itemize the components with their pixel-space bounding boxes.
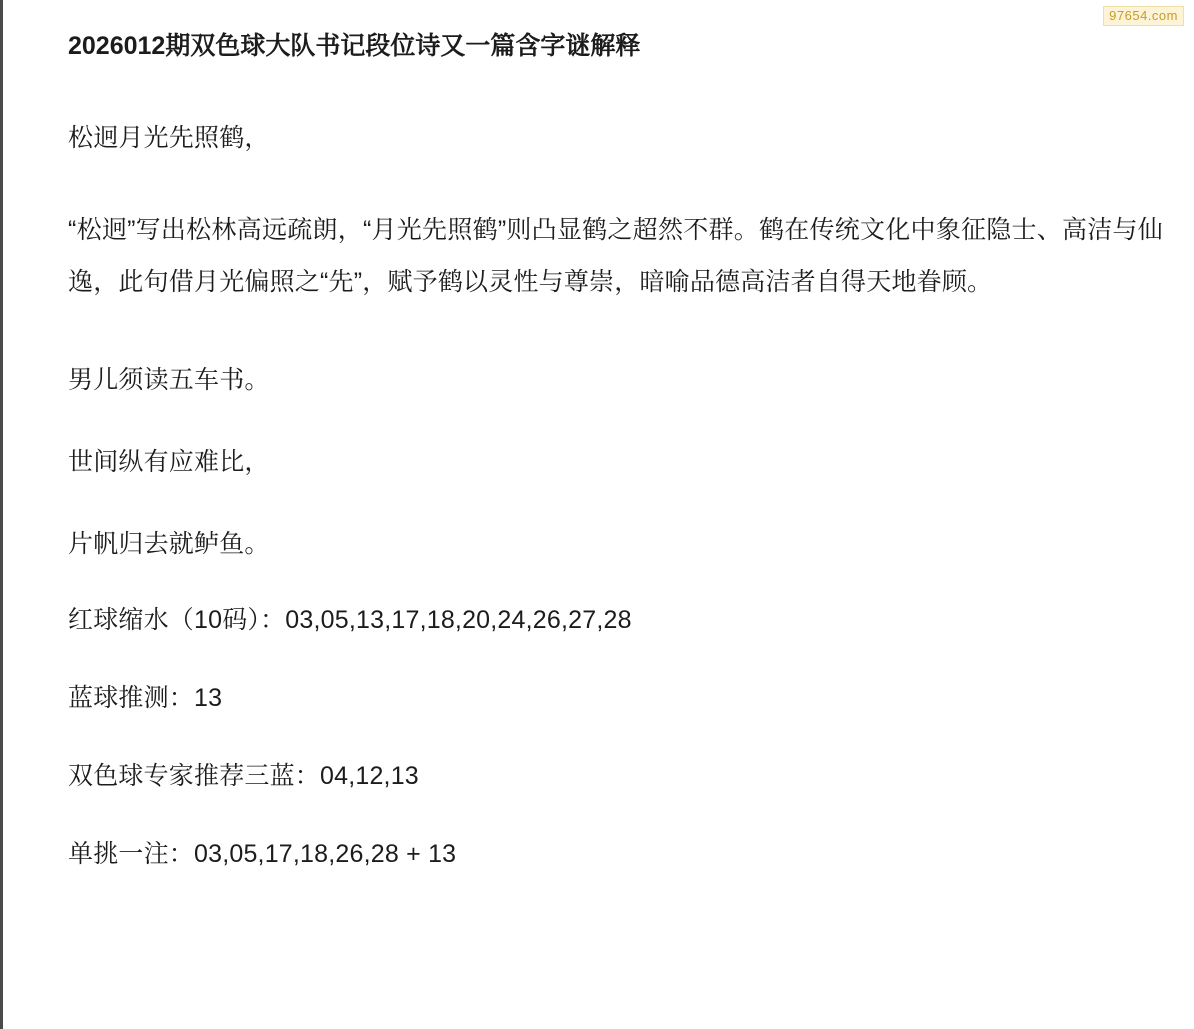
left-accent-rule <box>0 0 3 1029</box>
paragraph-verse-3: 世间纵有应难比， <box>68 448 270 476</box>
page-title: 2026012期双色球大队书记段位诗又一篇含字谜解释 <box>68 32 641 60</box>
paragraph-verse-4: 片帆归去就鲈鱼。 <box>68 530 270 558</box>
expert-blue-recommendation: 双色球专家推荐三蓝：04,12,13 <box>68 762 419 790</box>
site-watermark: 97654.com <box>1103 6 1184 26</box>
article-body <box>68 0 1166 906</box>
red-ball-selection: 红球缩水（10码）：03,05,13,17,18,20,24,26,27,28 <box>68 606 632 634</box>
paragraph-explanation: “松迥”写出松林高远疏朗，“月光先照鹤”则凸显鹤之超然不群。鹤在传统文化中象征隐士、高洁与仙逸，此句借月光偏照之“先”，赋予鹤以灵性与尊崇，暗喻品德高洁者自得天地眷顾。 <box>68 216 1163 296</box>
single-pick-bet: 单挑一注：03,05,17,18,26,28 + 13 <box>68 840 457 868</box>
blue-ball-prediction: 蓝球推测：13 <box>68 684 223 712</box>
paragraph-verse-1: 松迥月光先照鹤， <box>68 124 270 152</box>
paragraph-verse-2: 男儿须读五车书。 <box>68 366 270 394</box>
